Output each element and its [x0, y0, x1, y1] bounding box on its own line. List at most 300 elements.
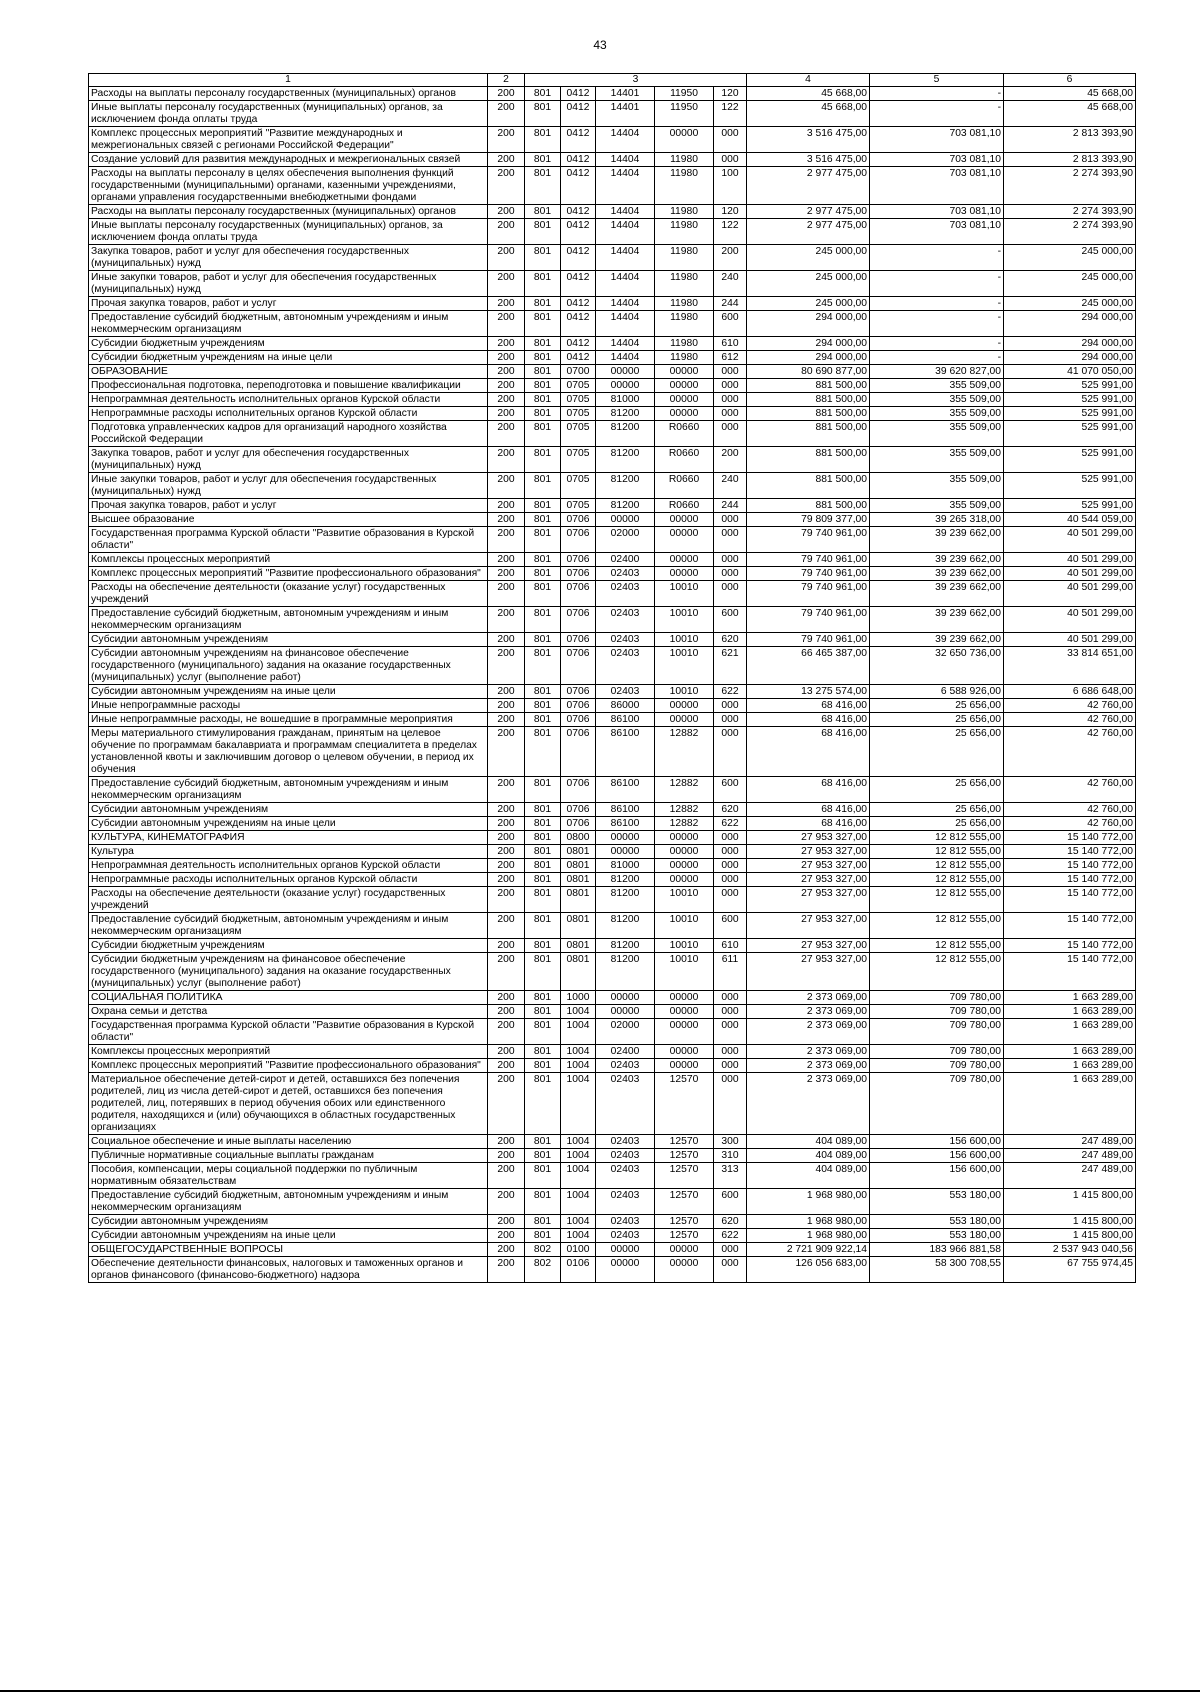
col-program-code: 02403 [596, 685, 655, 699]
col-amount-4: 404 089,00 [747, 1163, 870, 1189]
col-dept-code: 801 [525, 713, 561, 727]
col-dept-code: 802 [525, 1257, 561, 1283]
col-amount-5: 25 656,00 [870, 699, 1004, 713]
col-amount-5: 25 656,00 [870, 727, 1004, 777]
header-col-2: 2 [488, 74, 525, 87]
table-row [89, 553, 1136, 567]
col-admin-code: 200 [488, 1135, 525, 1149]
col-expense-type: 600 [714, 607, 747, 633]
col-dept-code: 801 [525, 219, 561, 245]
col-section-code: 1004 [561, 1215, 596, 1229]
col-dept-code: 801 [525, 527, 561, 553]
col-expense-type: 000 [714, 1019, 747, 1045]
col-program-code: 81000 [596, 393, 655, 407]
col-amount-4: 79 809 377,00 [747, 513, 870, 527]
col-program-code: 02403 [596, 607, 655, 633]
col-expense-type: 000 [714, 153, 747, 167]
col-amount-6: 33 814 651,00 [1004, 647, 1136, 685]
col-amount-5: 355 509,00 [870, 421, 1004, 447]
col-section-code: 0100 [561, 1243, 596, 1257]
col-section-code: 0706 [561, 713, 596, 727]
col-admin-code: 200 [488, 727, 525, 777]
col-amount-5: 25 656,00 [870, 803, 1004, 817]
col-program-code: 81200 [596, 887, 655, 913]
col-dept-code: 801 [525, 859, 561, 873]
col-expense-type: 000 [714, 527, 747, 553]
col-amount-4: 881 500,00 [747, 499, 870, 513]
row-name: Субсидии бюджетным учреждениям на иные цели [89, 351, 488, 365]
col-direction-code: 12570 [655, 1149, 714, 1163]
row-name: Расходы на выплаты персоналу в целях обеспечения выполнения функций государственными (муниципальными) органами, казенными учреждениями, органами управления государственными внебюджетными фондами [89, 167, 488, 205]
table-row [89, 1257, 1136, 1283]
col-expense-type: 000 [714, 421, 747, 447]
col-expense-type: 300 [714, 1135, 747, 1149]
col-direction-code: R0660 [655, 421, 714, 447]
col-section-code: 0706 [561, 647, 596, 685]
col-dept-code: 801 [525, 513, 561, 527]
col-program-code: 14401 [596, 87, 655, 101]
col-dept-code: 801 [525, 1163, 561, 1189]
col-admin-code: 200 [488, 991, 525, 1005]
col-expense-type: 000 [714, 1005, 747, 1019]
col-program-code: 02000 [596, 527, 655, 553]
table-row [89, 101, 1136, 127]
table-row [89, 845, 1136, 859]
col-amount-5: 12 812 555,00 [870, 859, 1004, 873]
col-dept-code: 801 [525, 803, 561, 817]
col-direction-code: 11950 [655, 87, 714, 101]
col-amount-4: 2 977 475,00 [747, 219, 870, 245]
col-amount-4: 2 721 909 922,14 [747, 1243, 870, 1257]
col-amount-6: 15 140 772,00 [1004, 873, 1136, 887]
row-name: Социальное обеспечение и иные выплаты населению [89, 1135, 488, 1149]
col-section-code: 1004 [561, 1019, 596, 1045]
col-program-code: 81200 [596, 913, 655, 939]
row-name: Публичные нормативные социальные выплаты гражданам [89, 1149, 488, 1163]
col-dept-code: 801 [525, 1019, 561, 1045]
header-col-1: 1 [89, 74, 488, 87]
col-amount-6: 1 415 800,00 [1004, 1215, 1136, 1229]
table-row [89, 777, 1136, 803]
col-dept-code: 801 [525, 473, 561, 499]
col-admin-code: 200 [488, 127, 525, 153]
col-dept-code: 802 [525, 1243, 561, 1257]
table-row [89, 153, 1136, 167]
col-expense-type: 000 [714, 379, 747, 393]
col-program-code: 81200 [596, 939, 655, 953]
col-amount-5: 355 509,00 [870, 447, 1004, 473]
table-row [89, 803, 1136, 817]
col-direction-code: 12570 [655, 1163, 714, 1189]
col-amount-6: 247 489,00 [1004, 1149, 1136, 1163]
col-direction-code: 11980 [655, 337, 714, 351]
col-expense-type: 240 [714, 271, 747, 297]
col-expense-type: 620 [714, 633, 747, 647]
col-admin-code: 200 [488, 513, 525, 527]
col-direction-code: R0660 [655, 473, 714, 499]
table-row [89, 873, 1136, 887]
col-direction-code: 10010 [655, 581, 714, 607]
col-program-code: 02000 [596, 1019, 655, 1045]
col-amount-6: 2 274 393,90 [1004, 219, 1136, 245]
col-program-code: 02403 [596, 1149, 655, 1163]
col-amount-6: 40 501 299,00 [1004, 633, 1136, 647]
col-amount-6: 247 489,00 [1004, 1135, 1136, 1149]
col-amount-6: 1 663 289,00 [1004, 991, 1136, 1005]
col-expense-type: 600 [714, 777, 747, 803]
col-amount-4: 68 416,00 [747, 803, 870, 817]
col-program-code: 81200 [596, 499, 655, 513]
col-amount-4: 881 500,00 [747, 421, 870, 447]
col-amount-6: 15 140 772,00 [1004, 859, 1136, 873]
table-row [89, 311, 1136, 337]
col-expense-type: 600 [714, 1189, 747, 1215]
row-name: Субсидии автономным учреждениям на иные цели [89, 1229, 488, 1243]
col-amount-5: 709 780,00 [870, 991, 1004, 1005]
table-row [89, 1243, 1136, 1257]
col-admin-code: 200 [488, 845, 525, 859]
col-admin-code: 200 [488, 421, 525, 447]
col-admin-code: 200 [488, 553, 525, 567]
col-admin-code: 200 [488, 1229, 525, 1243]
col-amount-6: 294 000,00 [1004, 337, 1136, 351]
col-expense-type: 000 [714, 1059, 747, 1073]
row-name: КУЛЬТУРА, КИНЕМАТОГРАФИЯ [89, 831, 488, 845]
col-program-code: 00000 [596, 1005, 655, 1019]
col-expense-type: 000 [714, 513, 747, 527]
col-amount-5: - [870, 351, 1004, 365]
col-amount-4: 245 000,00 [747, 297, 870, 311]
col-amount-5: 39 265 318,00 [870, 513, 1004, 527]
col-dept-code: 801 [525, 831, 561, 845]
col-amount-6: 42 760,00 [1004, 727, 1136, 777]
col-program-code: 81200 [596, 473, 655, 499]
table-row [89, 581, 1136, 607]
col-program-code: 00000 [596, 845, 655, 859]
col-section-code: 0706 [561, 527, 596, 553]
col-admin-code: 200 [488, 337, 525, 351]
col-admin-code: 200 [488, 245, 525, 271]
col-section-code: 0412 [561, 167, 596, 205]
col-direction-code: 00000 [655, 1059, 714, 1073]
col-amount-6: 40 501 299,00 [1004, 581, 1136, 607]
col-direction-code: 00000 [655, 1019, 714, 1045]
col-direction-code: 00000 [655, 859, 714, 873]
col-admin-code: 200 [488, 407, 525, 421]
col-expense-type: 000 [714, 407, 747, 421]
col-section-code: 0706 [561, 513, 596, 527]
col-admin-code: 200 [488, 379, 525, 393]
col-amount-4: 27 953 327,00 [747, 873, 870, 887]
table-row [89, 699, 1136, 713]
col-program-code: 02403 [596, 647, 655, 685]
col-amount-4: 294 000,00 [747, 351, 870, 365]
col-expense-type: 200 [714, 245, 747, 271]
row-name: Меры материального стимулирования гражданам, принятым на целевое обучение по программам бакалавриата и программам специалитета в пределах установленной квоты и заключившим договор о целевом обучении, в период их обучения [89, 727, 488, 777]
col-program-code: 86100 [596, 777, 655, 803]
col-dept-code: 801 [525, 421, 561, 447]
col-admin-code: 200 [488, 271, 525, 297]
col-section-code: 0706 [561, 777, 596, 803]
col-expense-type: 622 [714, 817, 747, 831]
col-admin-code: 200 [488, 351, 525, 365]
col-program-code: 00000 [596, 1243, 655, 1257]
col-amount-5: - [870, 337, 1004, 351]
col-direction-code: 00000 [655, 553, 714, 567]
col-admin-code: 200 [488, 365, 525, 379]
col-direction-code: 00000 [655, 713, 714, 727]
table-row [89, 887, 1136, 913]
col-section-code: 0800 [561, 831, 596, 845]
col-dept-code: 801 [525, 953, 561, 991]
col-expense-type: 244 [714, 297, 747, 311]
col-admin-code: 200 [488, 311, 525, 337]
row-name: Комплекс процессных мероприятий "Развитие профессионального образования" [89, 567, 488, 581]
col-expense-type: 000 [714, 831, 747, 845]
col-dept-code: 801 [525, 153, 561, 167]
row-name: Иные закупки товаров, работ и услуг для обеспечения государственных (муниципальных) нужд [89, 271, 488, 297]
col-direction-code: 10010 [655, 607, 714, 633]
col-amount-6: 15 140 772,00 [1004, 887, 1136, 913]
col-direction-code: 00000 [655, 1045, 714, 1059]
col-direction-code: 10010 [655, 939, 714, 953]
col-section-code: 0706 [561, 567, 596, 581]
col-expense-type: 000 [714, 1243, 747, 1257]
col-program-code: 81200 [596, 407, 655, 421]
page-bottom-rule [0, 1690, 1200, 1692]
col-section-code: 1004 [561, 1149, 596, 1163]
col-amount-5: 553 180,00 [870, 1189, 1004, 1215]
col-section-code: 0412 [561, 127, 596, 153]
col-amount-6: 1 663 289,00 [1004, 1059, 1136, 1073]
table-row [89, 1045, 1136, 1059]
table-row [89, 499, 1136, 513]
col-admin-code: 200 [488, 527, 525, 553]
budget-table [88, 73, 1136, 1283]
col-admin-code: 200 [488, 1073, 525, 1135]
col-expense-type: 610 [714, 939, 747, 953]
table-header-row [89, 74, 1136, 87]
col-direction-code: 12570 [655, 1073, 714, 1135]
col-amount-5: 553 180,00 [870, 1215, 1004, 1229]
row-name: Высшее образование [89, 513, 488, 527]
col-direction-code: R0660 [655, 447, 714, 473]
col-dept-code: 801 [525, 297, 561, 311]
col-program-code: 14404 [596, 127, 655, 153]
col-direction-code: 11980 [655, 297, 714, 311]
col-expense-type: 000 [714, 699, 747, 713]
col-amount-6: 15 140 772,00 [1004, 953, 1136, 991]
col-amount-4: 1 968 980,00 [747, 1229, 870, 1243]
col-program-code: 00000 [596, 991, 655, 1005]
col-section-code: 0706 [561, 685, 596, 699]
row-name: Иные непрограммные расходы [89, 699, 488, 713]
col-amount-6: 2 813 393,90 [1004, 127, 1136, 153]
col-amount-5: 183 966 881,58 [870, 1243, 1004, 1257]
col-program-code: 81000 [596, 859, 655, 873]
col-admin-code: 200 [488, 699, 525, 713]
col-amount-5: - [870, 311, 1004, 337]
col-amount-4: 27 953 327,00 [747, 913, 870, 939]
page-number: 43 [593, 38, 607, 52]
col-program-code: 14404 [596, 337, 655, 351]
row-name: Субсидии автономным учреждениям [89, 1215, 488, 1229]
col-amount-5: 156 600,00 [870, 1149, 1004, 1163]
col-amount-4: 245 000,00 [747, 245, 870, 271]
col-amount-4: 2 373 069,00 [747, 1059, 870, 1073]
col-amount-4: 2 373 069,00 [747, 1019, 870, 1045]
header-col-4: 4 [747, 74, 870, 87]
table-row [89, 727, 1136, 777]
col-amount-6: 245 000,00 [1004, 271, 1136, 297]
col-section-code: 0801 [561, 873, 596, 887]
col-amount-5: 12 812 555,00 [870, 887, 1004, 913]
col-amount-4: 2 373 069,00 [747, 1005, 870, 1019]
row-name: Предоставление субсидий бюджетным, автономным учреждениям и иным некоммерческим организациям [89, 913, 488, 939]
table-row [89, 351, 1136, 365]
col-admin-code: 200 [488, 1149, 525, 1163]
col-amount-4: 2 977 475,00 [747, 205, 870, 219]
col-amount-5: 12 812 555,00 [870, 831, 1004, 845]
col-amount-6: 525 991,00 [1004, 499, 1136, 513]
col-amount-6: 294 000,00 [1004, 311, 1136, 337]
col-amount-4: 27 953 327,00 [747, 859, 870, 873]
col-amount-6: 42 760,00 [1004, 817, 1136, 831]
col-amount-6: 6 686 648,00 [1004, 685, 1136, 699]
col-dept-code: 801 [525, 873, 561, 887]
col-program-code: 02403 [596, 1189, 655, 1215]
col-admin-code: 200 [488, 913, 525, 939]
col-amount-4: 79 740 961,00 [747, 527, 870, 553]
col-amount-4: 68 416,00 [747, 713, 870, 727]
col-section-code: 0412 [561, 87, 596, 101]
col-dept-code: 801 [525, 633, 561, 647]
col-program-code: 00000 [596, 365, 655, 379]
col-amount-6: 525 991,00 [1004, 379, 1136, 393]
col-amount-5: - [870, 271, 1004, 297]
col-amount-5: - [870, 87, 1004, 101]
col-expense-type: 622 [714, 1229, 747, 1243]
col-program-code: 02403 [596, 1059, 655, 1073]
col-expense-type: 000 [714, 1073, 747, 1135]
row-name: Обеспечение деятельности финансовых, налоговых и таможенных органов и органов финансового (финансово-бюджетного) надзора [89, 1257, 488, 1283]
row-name: Прочая закупка товаров, работ и услуг [89, 499, 488, 513]
col-amount-4: 66 465 387,00 [747, 647, 870, 685]
row-name: Предоставление субсидий бюджетным, автономным учреждениям и иным некоммерческим организациям [89, 777, 488, 803]
col-amount-4: 126 056 683,00 [747, 1257, 870, 1283]
col-amount-6: 67 755 974,45 [1004, 1257, 1136, 1283]
col-amount-6: 42 760,00 [1004, 713, 1136, 727]
col-section-code: 1004 [561, 1163, 596, 1189]
col-amount-5: 39 620 827,00 [870, 365, 1004, 379]
table-row [89, 513, 1136, 527]
col-amount-4: 881 500,00 [747, 407, 870, 421]
row-name: Иные выплаты персоналу государственных (муниципальных) органов, за исключением фонда оплаты труда [89, 219, 488, 245]
col-amount-4: 2 373 069,00 [747, 1045, 870, 1059]
col-admin-code: 200 [488, 1215, 525, 1229]
col-section-code: 0706 [561, 553, 596, 567]
col-expense-type: 000 [714, 859, 747, 873]
row-name: Предоставление субсидий бюджетным, автономным учреждениям и иным некоммерческим организациям [89, 311, 488, 337]
col-section-code: 0706 [561, 699, 596, 713]
col-amount-6: 525 991,00 [1004, 447, 1136, 473]
col-section-code: 0706 [561, 607, 596, 633]
col-amount-4: 2 977 475,00 [747, 167, 870, 205]
col-amount-5: 156 600,00 [870, 1135, 1004, 1149]
col-direction-code: 00000 [655, 127, 714, 153]
col-dept-code: 801 [525, 271, 561, 297]
row-name: Комплексы процессных мероприятий [89, 1045, 488, 1059]
col-amount-5: 709 780,00 [870, 1045, 1004, 1059]
col-amount-6: 41 070 050,00 [1004, 365, 1136, 379]
col-section-code: 0412 [561, 337, 596, 351]
col-program-code: 02403 [596, 1215, 655, 1229]
col-expense-type: 000 [714, 727, 747, 777]
col-admin-code: 200 [488, 953, 525, 991]
col-amount-4: 45 668,00 [747, 87, 870, 101]
col-program-code: 02403 [596, 1073, 655, 1135]
table-row [89, 1019, 1136, 1045]
col-amount-6: 1 415 800,00 [1004, 1189, 1136, 1215]
col-expense-type: 622 [714, 685, 747, 699]
col-amount-5: 12 812 555,00 [870, 845, 1004, 859]
col-direction-code: 11980 [655, 311, 714, 337]
row-name: Закупка товаров, работ и услуг для обеспечения государственных (муниципальных) нужд [89, 245, 488, 271]
col-amount-5: 709 780,00 [870, 1073, 1004, 1135]
col-program-code: 14404 [596, 153, 655, 167]
table-row [89, 1135, 1136, 1149]
row-name: Профессиональная подготовка, переподготовка и повышение квалификации [89, 379, 488, 393]
col-amount-4: 27 953 327,00 [747, 953, 870, 991]
col-direction-code: 12882 [655, 817, 714, 831]
col-admin-code: 200 [488, 647, 525, 685]
col-amount-4: 404 089,00 [747, 1149, 870, 1163]
col-amount-6: 45 668,00 [1004, 101, 1136, 127]
col-program-code: 02400 [596, 553, 655, 567]
col-admin-code: 200 [488, 1045, 525, 1059]
col-program-code: 14404 [596, 311, 655, 337]
row-name: Непрограммная деятельность исполнительных органов Курской области [89, 859, 488, 873]
col-amount-4: 27 953 327,00 [747, 845, 870, 859]
col-expense-type: 621 [714, 647, 747, 685]
col-direction-code: 00000 [655, 1257, 714, 1283]
col-amount-6: 40 501 299,00 [1004, 607, 1136, 633]
col-amount-5: - [870, 101, 1004, 127]
col-amount-5: 12 812 555,00 [870, 873, 1004, 887]
col-amount-4: 881 500,00 [747, 447, 870, 473]
col-section-code: 0705 [561, 407, 596, 421]
col-amount-4: 2 373 069,00 [747, 991, 870, 1005]
col-dept-code: 801 [525, 87, 561, 101]
table-row [89, 953, 1136, 991]
table-row [89, 337, 1136, 351]
col-admin-code: 200 [488, 87, 525, 101]
col-admin-code: 200 [488, 393, 525, 407]
col-section-code: 0412 [561, 351, 596, 365]
col-expense-type: 000 [714, 991, 747, 1005]
col-expense-type: 000 [714, 845, 747, 859]
col-section-code: 0706 [561, 803, 596, 817]
col-amount-5: 355 509,00 [870, 379, 1004, 393]
col-amount-4: 45 668,00 [747, 101, 870, 127]
col-dept-code: 801 [525, 351, 561, 365]
header-col-6: 6 [1004, 74, 1136, 87]
col-section-code: 0705 [561, 421, 596, 447]
col-section-code: 1004 [561, 1229, 596, 1243]
col-amount-4: 245 000,00 [747, 271, 870, 297]
col-admin-code: 200 [488, 297, 525, 311]
col-section-code: 0106 [561, 1257, 596, 1283]
